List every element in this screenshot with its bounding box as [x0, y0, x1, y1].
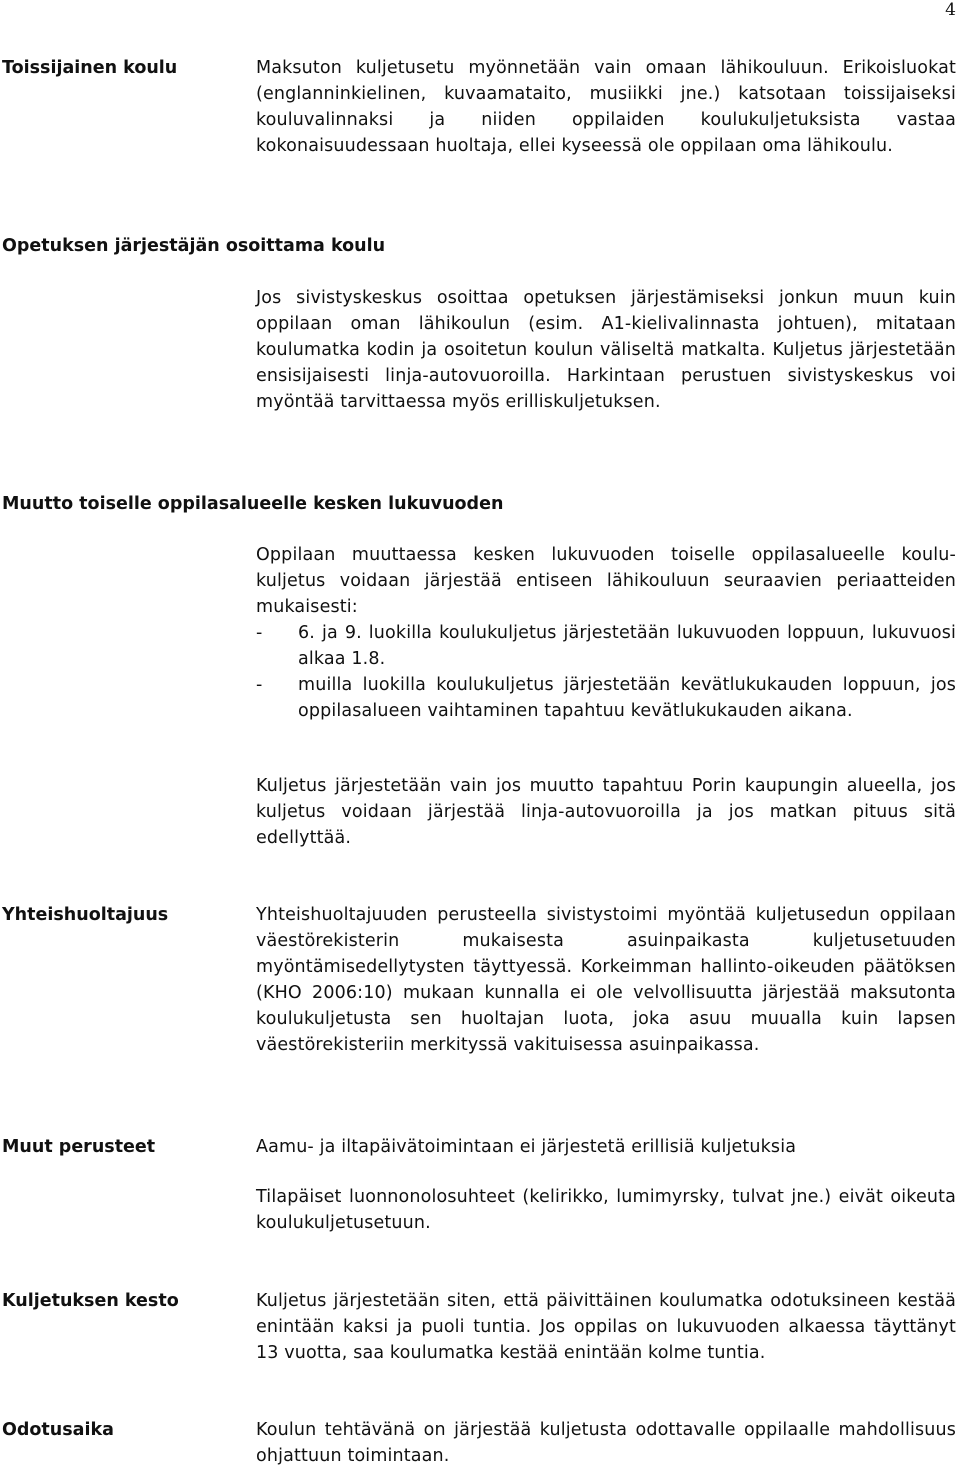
- paragraph: Kuljetus järjestetään siten, että päivittäinen koulumatka odotuksineen kestää enintään kaksi ja puoli tuntia. Jos oppilas on lukuvuoden alkaessa täyttänyt 13 vuotta, saa koulumatka kestää enintään kolme tuntia.: [256, 1291, 956, 1363]
- section-label-kuljetuksen-kesto: Kuljetuksen kesto: [2, 1291, 179, 1311]
- paragraph: Aamu- ja iltapäivätoimintaan ei järjestetä erillisiä kuljetuksia: [256, 1137, 797, 1157]
- section-label-odotusaika: Odotusaika: [2, 1420, 114, 1440]
- section-label-toissijainen-koulu: Toissijainen koulu: [2, 58, 178, 78]
- paragraph: Tilapäiset luonnonolosuhteet (kelirikko, lumimyrsky, tulvat jne.) eivät oikeuta koulukuljetusetuun.: [256, 1187, 956, 1233]
- section-text-yhteishuoltajuus: [256, 902, 956, 1058]
- section-text-muutto-outro: [256, 773, 956, 851]
- list-dash: -: [256, 675, 263, 695]
- paragraph: Kuljetus järjestetään vain jos muutto tapahtuu Porin kaupungin alueella, jos kuljetus voidaan järjestää linja-autovuoroilla ja jos matkan pituus sitä edellyttää.: [256, 776, 956, 848]
- section-text-toissijainen-koulu: [256, 55, 956, 159]
- section-text-muut-perusteet-1: [256, 1134, 956, 1160]
- section-label-muut-perusteet: Muut perusteet: [2, 1137, 156, 1157]
- paragraph: Jos sivistyskeskus osoittaa opetuksen järjestämiseksi jonkun muun kuin oppilaan oman lähikoulun (esim. A1-kielivalinnasta johtuen), mitataan koulumatka kodin ja osoitetun koulun väliseltä matkalta. Kuljetus järjestetään ensisijaisesti linja-autovuoroilla. Harkintaan perustuen sivistyskeskus voi myöntää tarvittaessa myös erilliskuljetuksen.: [256, 288, 956, 412]
- section-label-yhteishuoltajuus: Yhteishuoltajuus: [2, 905, 169, 925]
- list-item-text: muilla luokilla koulukuljetus järjestetään kevätlukukauden loppuun, jos oppilasalueen vaihtaminen tapahtuu kevätlukukauden aikana.: [298, 675, 956, 721]
- section-text-muut-perusteet-2: [256, 1184, 956, 1236]
- section-text-kuljetuksen-kesto: [256, 1288, 956, 1366]
- list-item-text: 6. ja 9. luokilla koulukuljetus järjestetään lukuvuoden loppuun, lukuvuosi alkaa 1.8.: [298, 623, 956, 669]
- section-text-odotusaika: [256, 1417, 956, 1469]
- section-heading-muutto: Muutto toiselle oppilasalueelle kesken lukuvuoden: [2, 494, 504, 514]
- section-heading-osoittama-koulu: Opetuksen järjestäjän osoittama koulu: [2, 236, 386, 256]
- list-dash: -: [256, 623, 263, 643]
- list-item: [256, 672, 956, 724]
- paragraph: Oppilaan muuttaessa kesken lukuvuoden toiselle oppilasalueelle koulu-kuljetus voidaan järjestää entiseen lähikouluun seuraavien periaatteiden mukaisesti:: [256, 545, 956, 617]
- paragraph: Maksuton kuljetusetu myönnetään vain omaan lähikouluun. Erikoisluokat (englanninkielinen, kuvaamataito, musiikki jne.) katsotaan toissijaiseksi kouluvalinnaksi ja niiden oppilaiden koulukuljetuksista vastaa kokonaisuudessaan huoltaja, ellei kyseessä ole oppilaan oma lähikoulu.: [256, 58, 956, 156]
- section-text-muutto: [256, 542, 956, 724]
- section-text-osoittama-koulu: [256, 285, 956, 415]
- paragraph: Koulun tehtävänä on järjestää kuljetusta odottavalle oppilaalle mahdollisuus ohjattuun toimintaan.: [256, 1420, 956, 1466]
- page-number: 4: [945, 0, 956, 20]
- paragraph: Yhteishuoltajuuden perusteella sivistystoimi myöntää kuljetusedun oppilaan väestörekisterin mukaisesta asuinpaikasta kuljetusetuuden myöntämisedellytysten täyttyessä. Korkeimman hallinto-oikeuden päätöksen (KHO 2006:10) mukaan kunnalla ei ole velvollisuutta järjestää maksutonta koulukuljetusta sen huoltajan luota, joka asuu muualla kuin lapsen väestörekisteriin merkityssä vakituisessa asuinpaikassa.: [256, 905, 956, 1055]
- list-item: [256, 620, 956, 672]
